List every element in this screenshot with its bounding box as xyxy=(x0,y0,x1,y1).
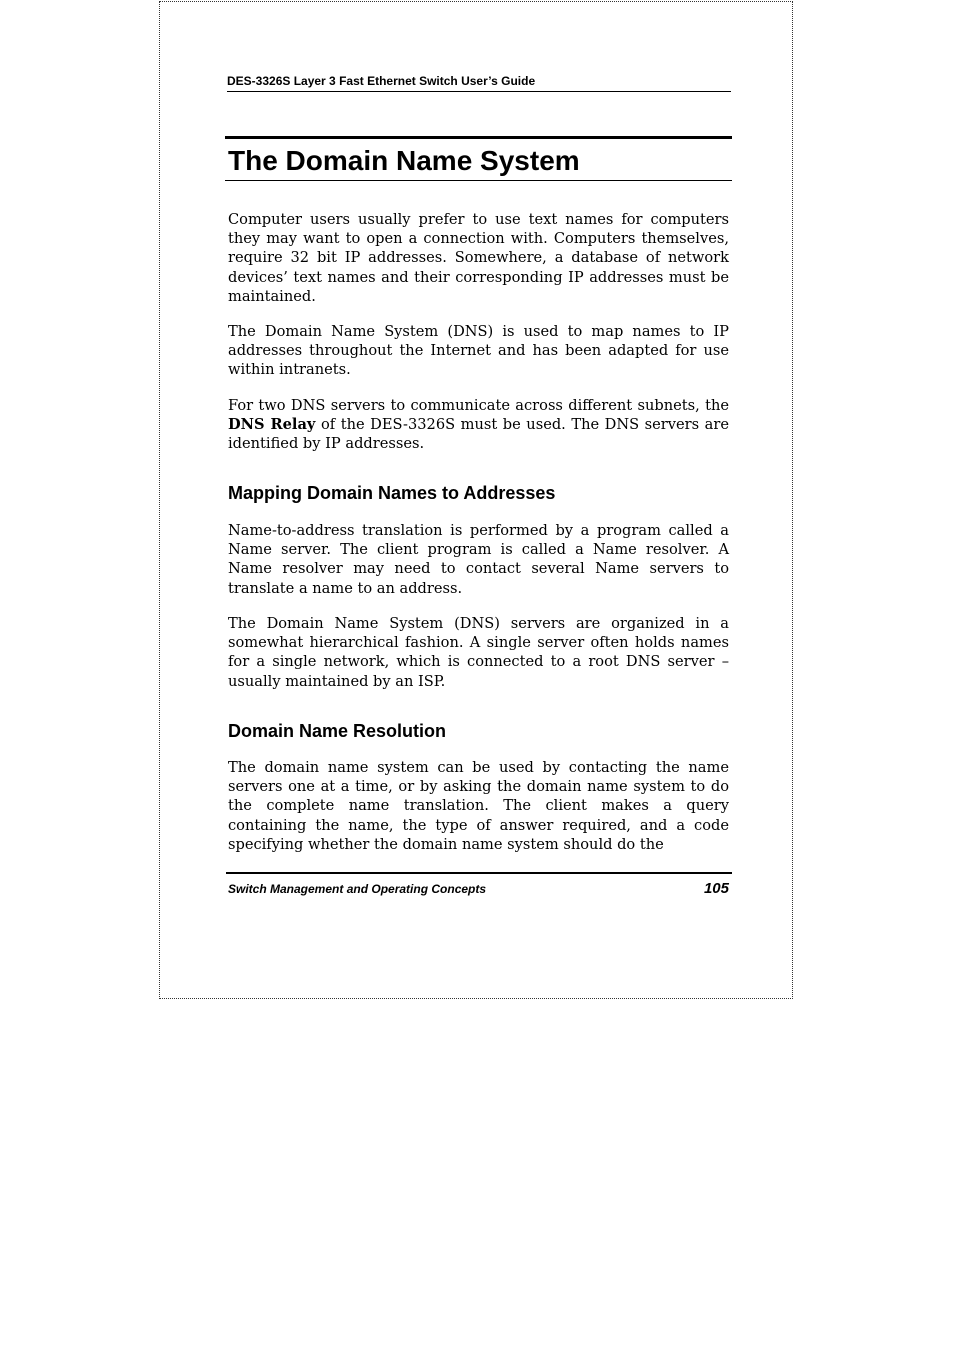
dns-relay-term: DNS Relay xyxy=(228,416,316,434)
running-header: DES-3326S Layer 3 Fast Ethernet Switch User’s Guide xyxy=(227,74,731,92)
section-heading-mapping: Mapping Domain Names to Addresses xyxy=(228,483,556,503)
relay-text-before: For two DNS servers to communicate across different subnets, the xyxy=(228,397,729,414)
running-footer xyxy=(226,872,732,897)
body-paragraph: Computer users usually prefer to use text names for computers they may want to open a connection with. Computers themselves, require 32 bit IP addresses. Somewhere, a database of network devices’ text names and their corresponding IP addresses must be maintained. xyxy=(228,211,729,305)
dns-relay-paragraph xyxy=(228,396,729,454)
page-number: 105 xyxy=(703,880,729,897)
footer-section-title: Switch Management and Operating Concepts xyxy=(228,882,487,896)
chapter-title: The Domain Name System xyxy=(228,145,580,176)
body-paragraph: The Domain Name System (DNS) servers are organized in a somewhat hierarchical fashion. A single server often holds names for a single network, which is connected to a root DNS server – usually maintained by an ISP. xyxy=(228,615,729,690)
body-paragraph: Name-to-address translation is performed by a program called a Name server. The client program is called a Name resolver. A Name resolver may need to contact several Name servers to translate a name to an address. xyxy=(228,522,729,597)
relay-text-after: of the DES-3326S must be used. The DNS servers are identified by IP addresses. xyxy=(228,416,729,453)
section-heading-resolution: Domain Name Resolution xyxy=(228,721,447,741)
body-paragraph: The Domain Name System (DNS) is used to map names to IP addresses throughout the Internet and has been adapted for use within intranets. xyxy=(228,323,729,379)
body-paragraph: The domain name system can be used by contacting the name servers one at a time, or by asking the domain name system to do the complete name translation. The client makes a query containing the name, the type of answer required, and a code specifying whether the domain name system should do the xyxy=(228,759,729,853)
chapter-title-block xyxy=(225,136,732,181)
